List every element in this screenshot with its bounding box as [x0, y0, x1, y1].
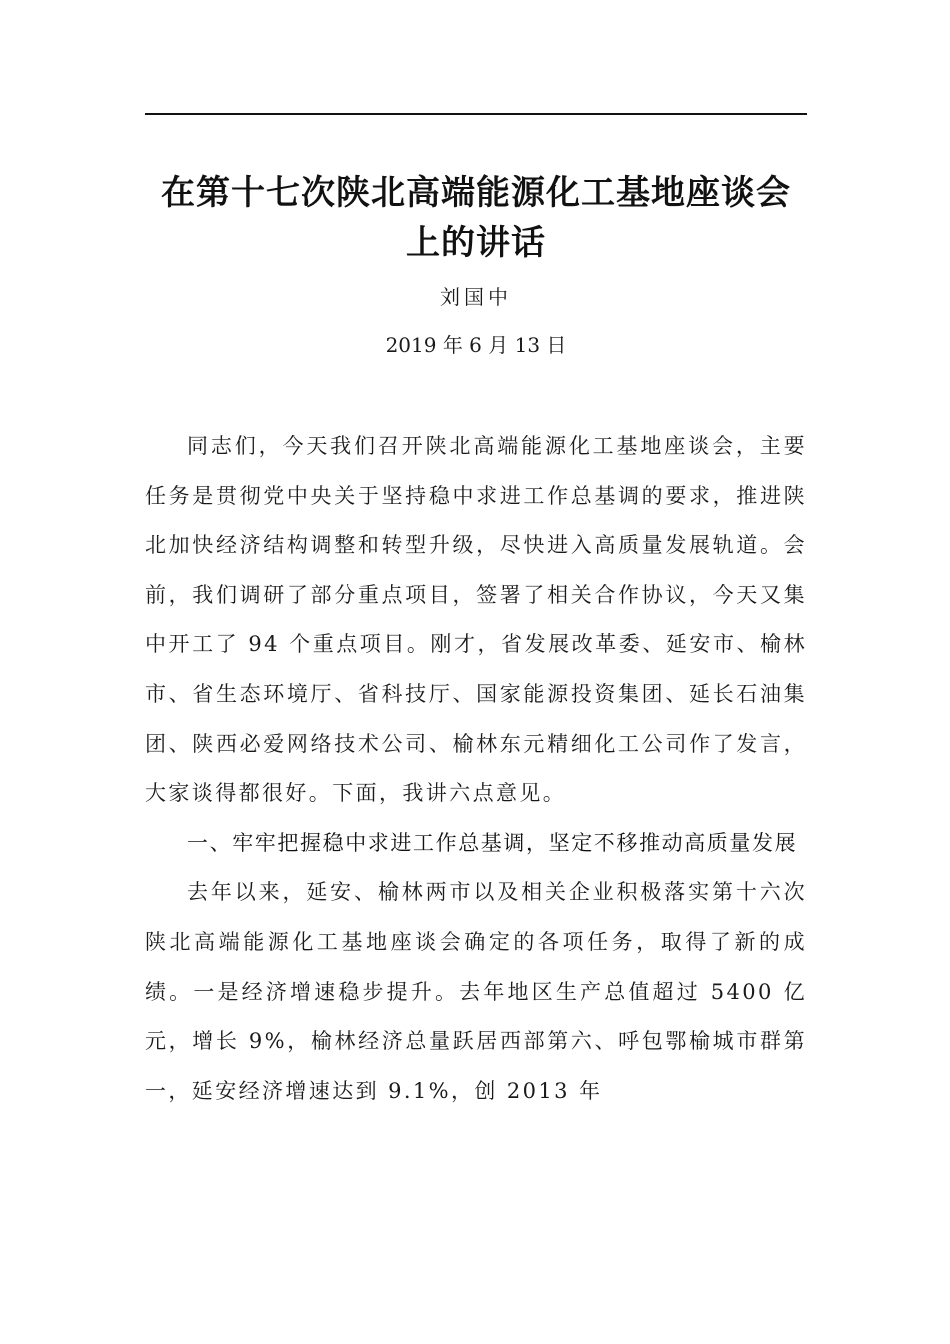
paragraph-opening: 同志们，今天我们召开陕北高端能源化工基地座谈会，主要任务是贯彻党中央关于坚持稳中求进工作总基调的要求，推进陕北加快经济结构调整和转型升级，尽快进入高质量发展轨道。会前，我们调研了部分重点项目，签署了相关合作协议，今天又集中开工了 94 个重点项目。刚才，省发展改革委、延安市、榆林市、省生态环境厅、省科技厅、国家能源投资集团、延长石油集团、陕西必爱网络技术公司、榆林东元精细化工公司作了发言，大家谈得都很好。下面，我讲六点意见。	[145, 434, 807, 806]
paragraph-achievements: 去年以来，延安、榆林两市以及相关企业积极落实第十六次陕北高端能源化工基地座谈会确定的各项任务，取得了新的成绩。一是经济增速稳步提升。去年地区生产总值超过 5400 亿元，增长 9%，榆林经济总量跃居西部第六、呼包鄂榆城市群第一，延安经济增速达到 9.1%，创 2013 年	[145, 880, 807, 1103]
document-title	[145, 168, 807, 268]
speech-date: 2019 年 6 月 13 日	[385, 333, 567, 357]
title-line-1: 在第十七次陕北高端能源化工基地座谈会	[161, 173, 791, 213]
section-heading-1: 一、牢牢把握稳中求进工作总基调，坚定不移推动高质量发展	[187, 830, 798, 855]
document-body	[145, 422, 807, 1116]
header-rule	[145, 113, 807, 115]
title-line-2: 上的讲话	[406, 223, 546, 263]
author: 刘国中	[440, 285, 512, 309]
